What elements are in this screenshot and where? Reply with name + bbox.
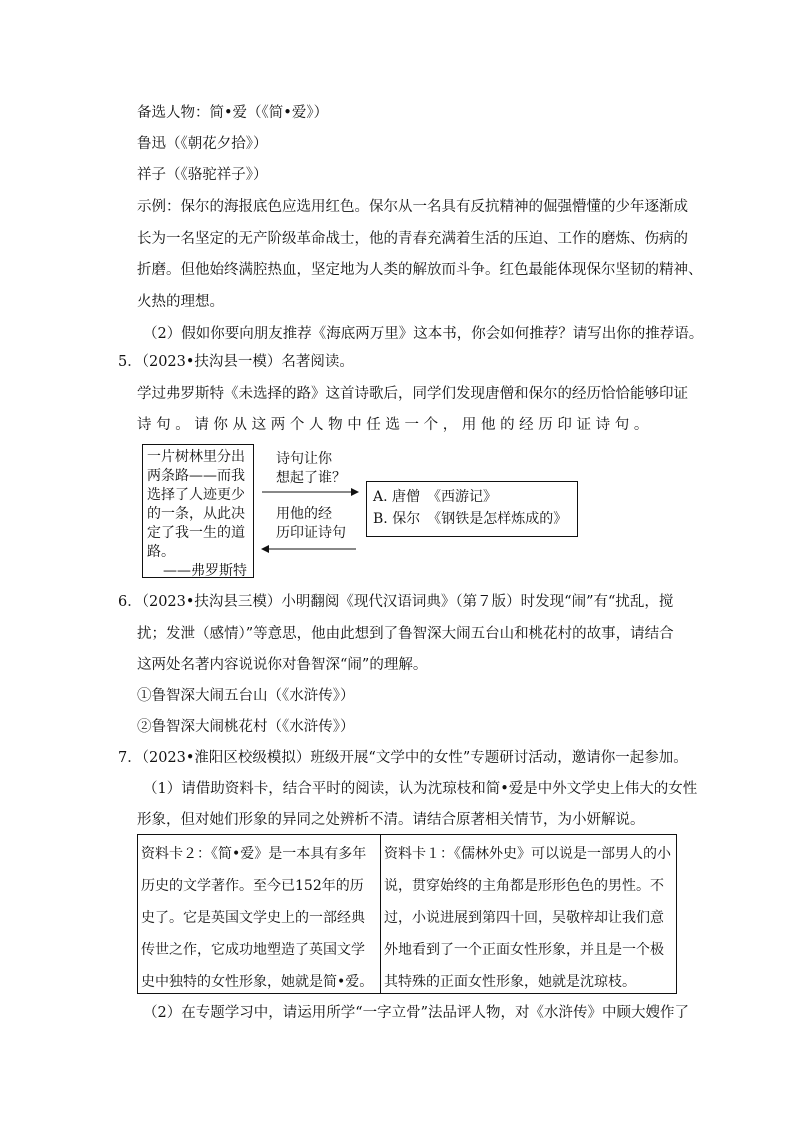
question-6-item-1: ①鲁智深大闹五台山（《水浒传》）	[137, 688, 355, 704]
arrow-top-label-2: 想起了谁？	[276, 470, 346, 486]
arrow-bottom-label-2: 历印证诗句	[276, 525, 346, 541]
arrow-bottom-label-1: 用他的经	[276, 506, 332, 522]
poem-line: 两条路——而我	[147, 468, 245, 484]
choice-a: A. 唐僧 《西游记》	[373, 489, 498, 505]
resource-card-1: 资料卡１：《儒林外史》可以说是一部男人的小说，贯穿始终的主角都是形形色色的男性。不过，小说进展到第四十回，吴敬梓却让我们意外地看到了一个正面女性形象，并且是一个极其特殊的正面女性形象，她就是沈琼枝。	[384, 846, 671, 990]
question-6-text-1: 6．（2023•扶沟县三模）小明翻阅《现代汉语词典》（第７版）时发现“闹”有“扰乱，搅	[118, 594, 674, 610]
poem-line: 路。	[147, 544, 175, 560]
question-7-heading: 7．（2023•淮阳区校级模拟）班级开展“文学中的女性”专题研讨活动，邀请你一起参加。	[118, 750, 688, 766]
question-7-part-1-b: 形象，但对她们形象的异同之处辨析不清。请结合原著相关情节，为小妍解说。	[137, 812, 645, 828]
poem-line: 选择了人迹更少	[147, 487, 245, 503]
question-7-part-2: （2）在专题学习中，请运用所学“一字立骨”法品评人物，对《水浒传》中顾大嫂作了	[143, 1005, 690, 1021]
candidate-characters: 备选人物：简•爱（《简•爱》）	[137, 105, 329, 121]
example-line-2: 长为一名坚定的无产阶级革命战士，他的青春充满着生活的压迫、工作的磨炼、伤病的	[137, 231, 688, 247]
poem-line: 定了我一生的道	[147, 525, 245, 541]
question-6-text-3: 这两处名著内容说说你对鲁智深“闹”的理解。	[137, 657, 428, 673]
candidate-xiangzi: 祥子（《骆驼祥子》）	[137, 167, 268, 183]
sub-question-2: （2）假如你要向朋友推荐《海底两万里》这本书，你会如何推荐？请写出你的推荐语。	[143, 326, 704, 342]
example-line-1: 示例：保尔的海报底色应选用红色。保尔从一名具有反抗精神的倔强懵懂的少年逐渐成	[137, 199, 688, 215]
question-5-text-1: 学过弗罗斯特《未选择的路》这首诗歌后，同学们发现唐僧和保尔的经历恰恰能够印证	[137, 386, 688, 402]
resource-card-2: 资料卡２：《简•爱》是一本具有多年历史的文学著作。至今已152年的历史了。它是英国文学史上的一部经典传世之作，它成功地塑造了英国文学史中独特的女性形象，她就是简•爱。	[138, 835, 381, 993]
question-6-text-2: 扰；发泄（感情）”等意思，他由此想到了鲁智深大闹五台山和桃花村的故事，请结合	[137, 626, 674, 642]
question-5-heading: 5．（2023•扶沟县一模）名著阅读。	[118, 354, 354, 370]
example-line-4: 火热的理想。	[137, 294, 224, 310]
poem-author: ——弗罗斯特	[163, 563, 247, 579]
question-5-text-2: 诗 句 。 请 你 从 这 两 个 人 物 中 任 选 一 个 ， 用 他 的 经 历 印 证 诗 句 。	[137, 417, 649, 433]
resource-cards-table	[137, 834, 677, 994]
choice-box	[366, 481, 578, 537]
question-7-part-1-a: （1）请借助资料卡，结合平时的阅读，认为沈琼枝和简•爱是中外文学史上伟大的女性	[143, 781, 698, 797]
example-line-3: 折磨。但他始终满腔热血，坚定地为人类的解放而斗争。红色最能体现保尔坚韧的精神、	[137, 262, 703, 278]
poem-line: 一片树林里分出	[147, 449, 245, 465]
arrow-top-label-1: 诗句让你	[276, 451, 332, 467]
question-6-item-2: ②鲁智深大闹桃花村（《水浒传》）	[137, 719, 355, 735]
choice-b: B. 保尔 《钢铁是怎样炼成的》	[373, 511, 568, 527]
candidate-luxun: 鲁迅（《朝花夕拾》）	[137, 136, 268, 152]
poem-line: 的一条，从此决	[147, 506, 245, 522]
